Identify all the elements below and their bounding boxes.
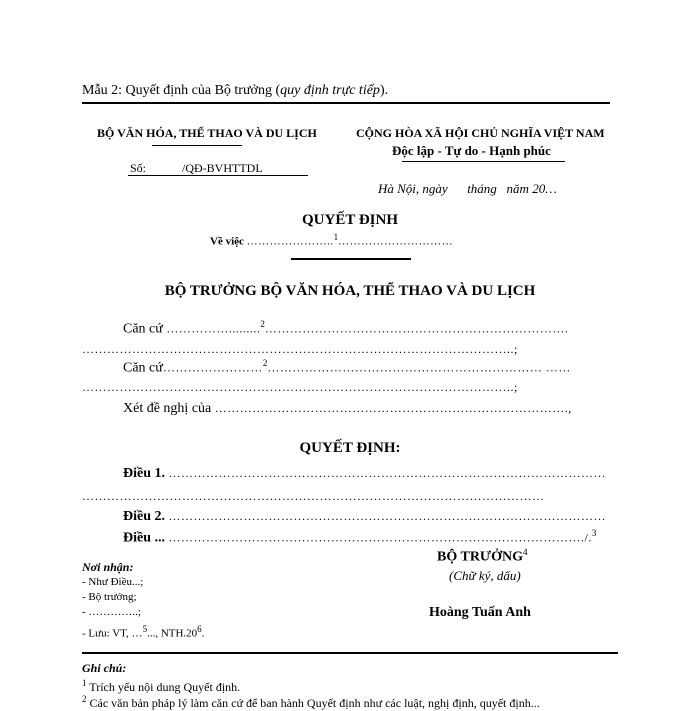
note-2: $^2$ Các văn bản pháp lý làm căn cứ để ban hành Quyết định như các luật, nghị định, quyết định... [82,694,540,710]
template-header: Mẫu 2: Quyết định của Bộ trưởng (quy định trực tiếp). [82,83,389,98]
recipients-heading: Nơi nhận: [82,560,134,574]
recipient-archive: - Lưu: VT, …$^5$..., $NTH.20^6$. [82,624,205,640]
ground-2-line2: …………………………………………………………………………………………..; [82,380,518,394]
date-line: Hà Nội, ngày tháng năm 20… [378,181,557,196]
title-underline [291,258,411,260]
article-1-line2: ………………………………………………………………………………………………… [82,489,545,503]
signer-name: Hoàng Tuấn Anh [429,605,531,620]
org-underline [152,145,242,146]
proposal: Xét đề nghị của …………………………………………………………………………., [123,401,572,416]
motto: Độc lập - Tự do - Hạnh phúc [392,143,551,158]
document-number: Số: /QĐ-BVHTTDL [130,161,263,175]
decides-heading: QUYẾT ĐỊNH: [299,440,401,456]
ground-2: Căn cứ……………………$^2$………………………………………………………… …… [123,358,571,376]
authority: BỘ TRƯỞNG BỘ VĂN HÓA, THỂ THAO VÀ DU LỊCH [164,283,536,299]
number-underline [128,175,308,176]
recipient-item: - …………..; [82,606,141,618]
org-name: BỘ VĂN HÓA, THỂ THAO VÀ DU LỊCH [97,126,317,140]
article-1: Điều 1. …………………………………………………………………………………………… [123,466,606,481]
nation-name: CỘNG HÒA XÃ HỘI CHỦ NGHĨA VIỆT NAM [356,126,605,140]
footer-rule [82,652,618,654]
notes-heading: Ghi chú: [82,661,127,675]
note-1: $^1$ Trích yếu nội dung Quyết định. [82,678,241,694]
header-rule [82,102,610,104]
ground-1-line2: …………………………………………………………………………………………..; [82,342,518,356]
recipient-item: - Bộ trưởng; [82,591,137,603]
article-2: Điều 2. …………………………………………………………………………………………… [123,509,606,524]
recipient-item: - Như Điều...; [82,576,144,588]
signature-note: (Chữ ký, dấu) [449,568,521,583]
article-n: Điều ... ………………………………………………………………………………………./.$^3$ [123,528,597,546]
decision-subject: Về việc …………………..$^1$………………………… [210,232,454,248]
decision-title: QUYẾT ĐỊNH [302,212,398,228]
signature-title: BỘ TRƯỞNG$^4$ [437,547,528,565]
motto-underline [402,161,565,162]
ground-1: Căn cứ …………….........$^2$………………………………………………………………. [123,319,569,337]
